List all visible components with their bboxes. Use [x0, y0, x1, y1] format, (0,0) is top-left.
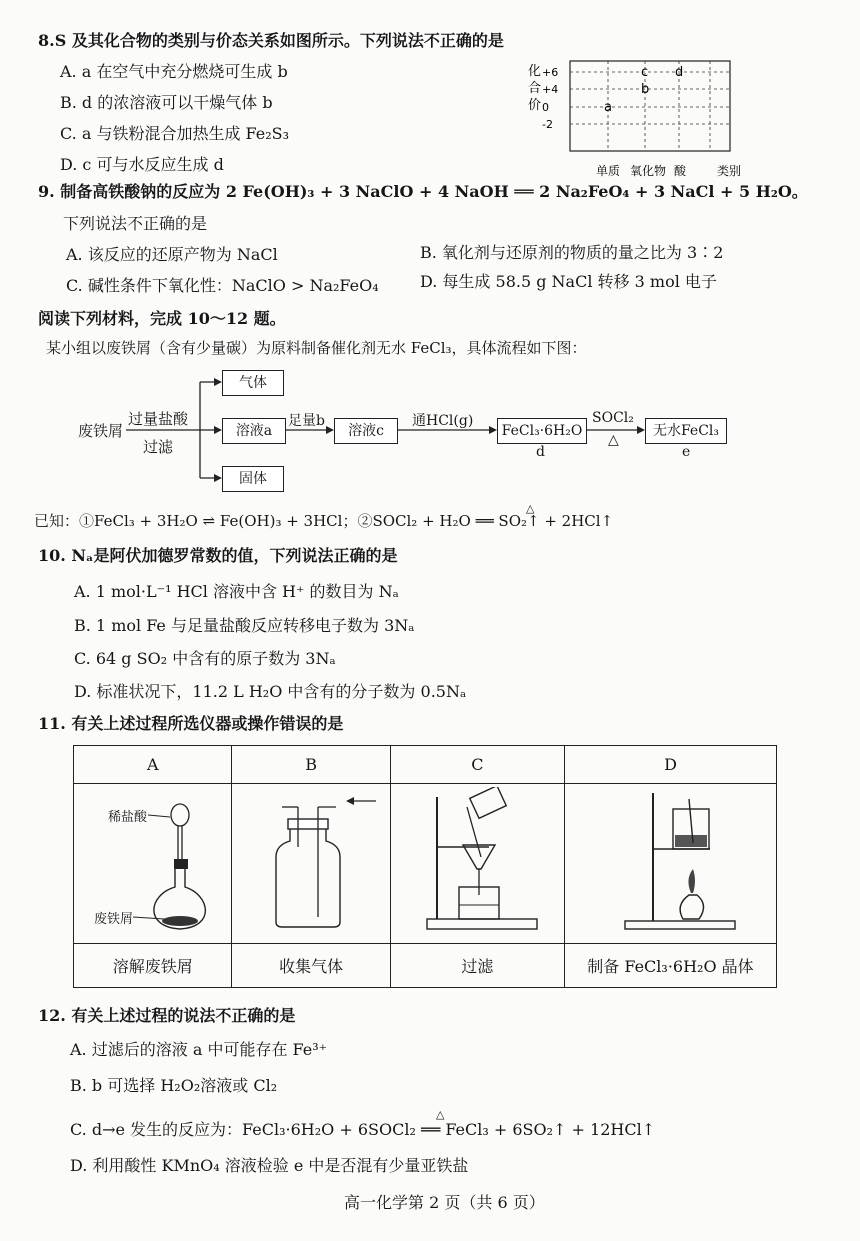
- q9-stem-2: 下列说法不正确的是: [63, 214, 208, 233]
- flow-connectors: [0, 360, 860, 500]
- flow-solid-box: 固体: [222, 466, 284, 492]
- page-footer: 高一化学第 2 页（共 6 页）: [344, 1193, 545, 1212]
- q12-option-d: D. 利用酸性 KMnO₄ 溶液检验 e 中是否混有少量亚铁盐: [70, 1156, 469, 1175]
- flow-hydrate-box: FeCl₃·6H₂O: [497, 418, 587, 444]
- apparatus-table: [73, 745, 777, 988]
- q9-option-b: B. 氧化剂与还原剂的物质的量之比为 3∶2: [420, 243, 724, 262]
- apparatus-c-cell: [390, 784, 564, 944]
- chart-frame: [570, 61, 730, 151]
- q10-option-d: D. 标准状况下，11.2 L H₂O 中含有的分子数为 0.5Nₐ: [74, 682, 467, 701]
- caption-a: 溶解废铁屑: [74, 944, 232, 988]
- apparatus-a-cell: [74, 784, 232, 944]
- flow-step4-bottom: △: [608, 432, 619, 448]
- q12-option-c: C. d→e 发生的反应为：FeCl₃·6H₂O + 6SOCl₂ ══ FeCl₃ + 6SO₂↑ + 12HCl↑: [70, 1120, 656, 1139]
- reading-known-cond: △: [526, 502, 535, 515]
- chart-ylabel-1: 化: [528, 64, 542, 79]
- flow-step1-bottom: 过滤: [143, 438, 174, 456]
- chart-ytick-label: -2: [542, 118, 553, 131]
- chart-ytick-label: 0: [542, 101, 549, 114]
- q9-stem: 9. 制备高铁酸钠的反应为 2 Fe(OH)₃ + 3 NaClO + 4 NaOH ══ 2 Na₂FeO₄ + 3 NaCl + 5 H₂O。: [38, 182, 808, 201]
- filtration-drawing: [397, 787, 557, 937]
- chart-ylabel-2: 合: [528, 81, 542, 96]
- label-scrap: 废铁屑: [94, 912, 134, 927]
- q12-option-c-cond: △: [436, 1108, 445, 1121]
- q9-option-c: C. 碱性条件下氧化性：NaClO > Na₂FeO₄: [66, 276, 379, 295]
- flow-step4-top: SOCl₂: [592, 410, 634, 426]
- q10-option-c: C. 64 g SO₂ 中含有的原子数为 3Nₐ: [74, 649, 336, 668]
- chart-point-d: d: [675, 65, 684, 80]
- q8-option-d: D. c 可与水反应生成 d: [60, 155, 224, 174]
- col-header-d: D: [564, 746, 776, 784]
- flow-start: 废铁屑: [78, 422, 124, 440]
- col-header-c: C: [390, 746, 564, 784]
- flow-solution-a-box: 溶液a: [222, 418, 286, 444]
- caption-c: 过滤: [390, 944, 564, 988]
- flow-gas-box: 气体: [222, 370, 284, 396]
- chart-point-a: a: [604, 100, 612, 115]
- q8-option-c: C. a 与铁粉混合加热生成 Fe₂S₃: [60, 124, 290, 143]
- label-acid: 稀盐酸: [108, 810, 148, 825]
- chart-xlabel: 类别: [717, 164, 742, 178]
- chart-category-label: 酸: [674, 164, 687, 178]
- chart-point-c: c: [641, 65, 649, 80]
- reading-title: 阅读下列材料，完成 10～12 题。: [38, 309, 286, 328]
- chart-ylabel-3: 价: [528, 98, 542, 113]
- reading-known: 已知：①FeCl₃ + 3H₂O ⇌ Fe(OH)₃ + 3HCl；②SOCl₂ + H₂O ══ SO₂↑ + 2HCl↑: [34, 512, 614, 530]
- flow-product-box: 无水FeCl₃: [645, 418, 727, 444]
- valence-chart: [520, 55, 770, 180]
- flow-step3: 通HCl(g): [412, 413, 474, 429]
- chart-point-b: b: [641, 82, 650, 97]
- gas-bottle-drawing: [236, 787, 386, 937]
- flow-step1-top: 过量盐酸: [128, 410, 189, 428]
- q9-option-a: A. 该反应的还原产物为 NaCl: [66, 245, 278, 264]
- apparatus-b-cell: [232, 784, 390, 944]
- flow-solution-c-box: 溶液c: [334, 418, 398, 444]
- q8-option-b: B. d 的浓溶液可以干燥气体 b: [60, 93, 273, 112]
- col-header-a: A: [74, 746, 232, 784]
- chart-ytick-label: +4: [542, 83, 559, 96]
- reading-intro: 某小组以废铁屑（含有少量碳）为原料制备催化剂无水 FeCl₃，具体流程如下图：: [46, 339, 587, 357]
- q8-option-a: A. a 在空气中充分燃烧可生成 b: [60, 62, 288, 81]
- flow-product-label: e: [682, 444, 691, 460]
- q12-option-a: A. 过滤后的溶液 a 中可能存在 Fe³⁺: [70, 1040, 328, 1059]
- q9-option-d: D. 每生成 58.5 g NaCl 转移 3 mol 电子: [420, 272, 717, 291]
- q12-stem: 12. 有关上述过程的说法不正确的是: [38, 1006, 296, 1025]
- q10-option-a: A. 1 mol·L⁻¹ HCl 溶液中含 H⁺ 的数目为 Nₐ: [74, 582, 399, 601]
- apparatus-d-cell: [564, 784, 776, 944]
- q11-stem: 11. 有关上述过程所选仪器或操作错误的是: [38, 714, 344, 733]
- chart-category-label: 单质: [596, 164, 621, 178]
- chart-ytick-label: +6: [542, 66, 559, 79]
- caption-d: 制备 FeCl₃·6H₂O 晶体: [564, 944, 776, 988]
- q10-option-b: B. 1 mol Fe 与足量盐酸反应转移电子数为 3Nₐ: [74, 616, 415, 635]
- col-header-b: B: [232, 746, 390, 784]
- caption-b: 收集气体: [232, 944, 390, 988]
- q8-stem: 8.S 及其化合物的类别与价态关系如图所示。下列说法不正确的是: [38, 31, 504, 50]
- q12-option-b: B. b 可选择 H₂O₂溶液或 Cl₂: [70, 1076, 278, 1095]
- chart-category-label: 氧化物: [630, 164, 667, 178]
- evaporation-drawing: [585, 787, 755, 937]
- flow-hydrate-label: d: [536, 444, 545, 460]
- q10-stem: 10. Nₐ是阿伏加德罗常数的值，下列说法正确的是: [38, 546, 398, 565]
- flow-step2: 足量b: [288, 413, 325, 429]
